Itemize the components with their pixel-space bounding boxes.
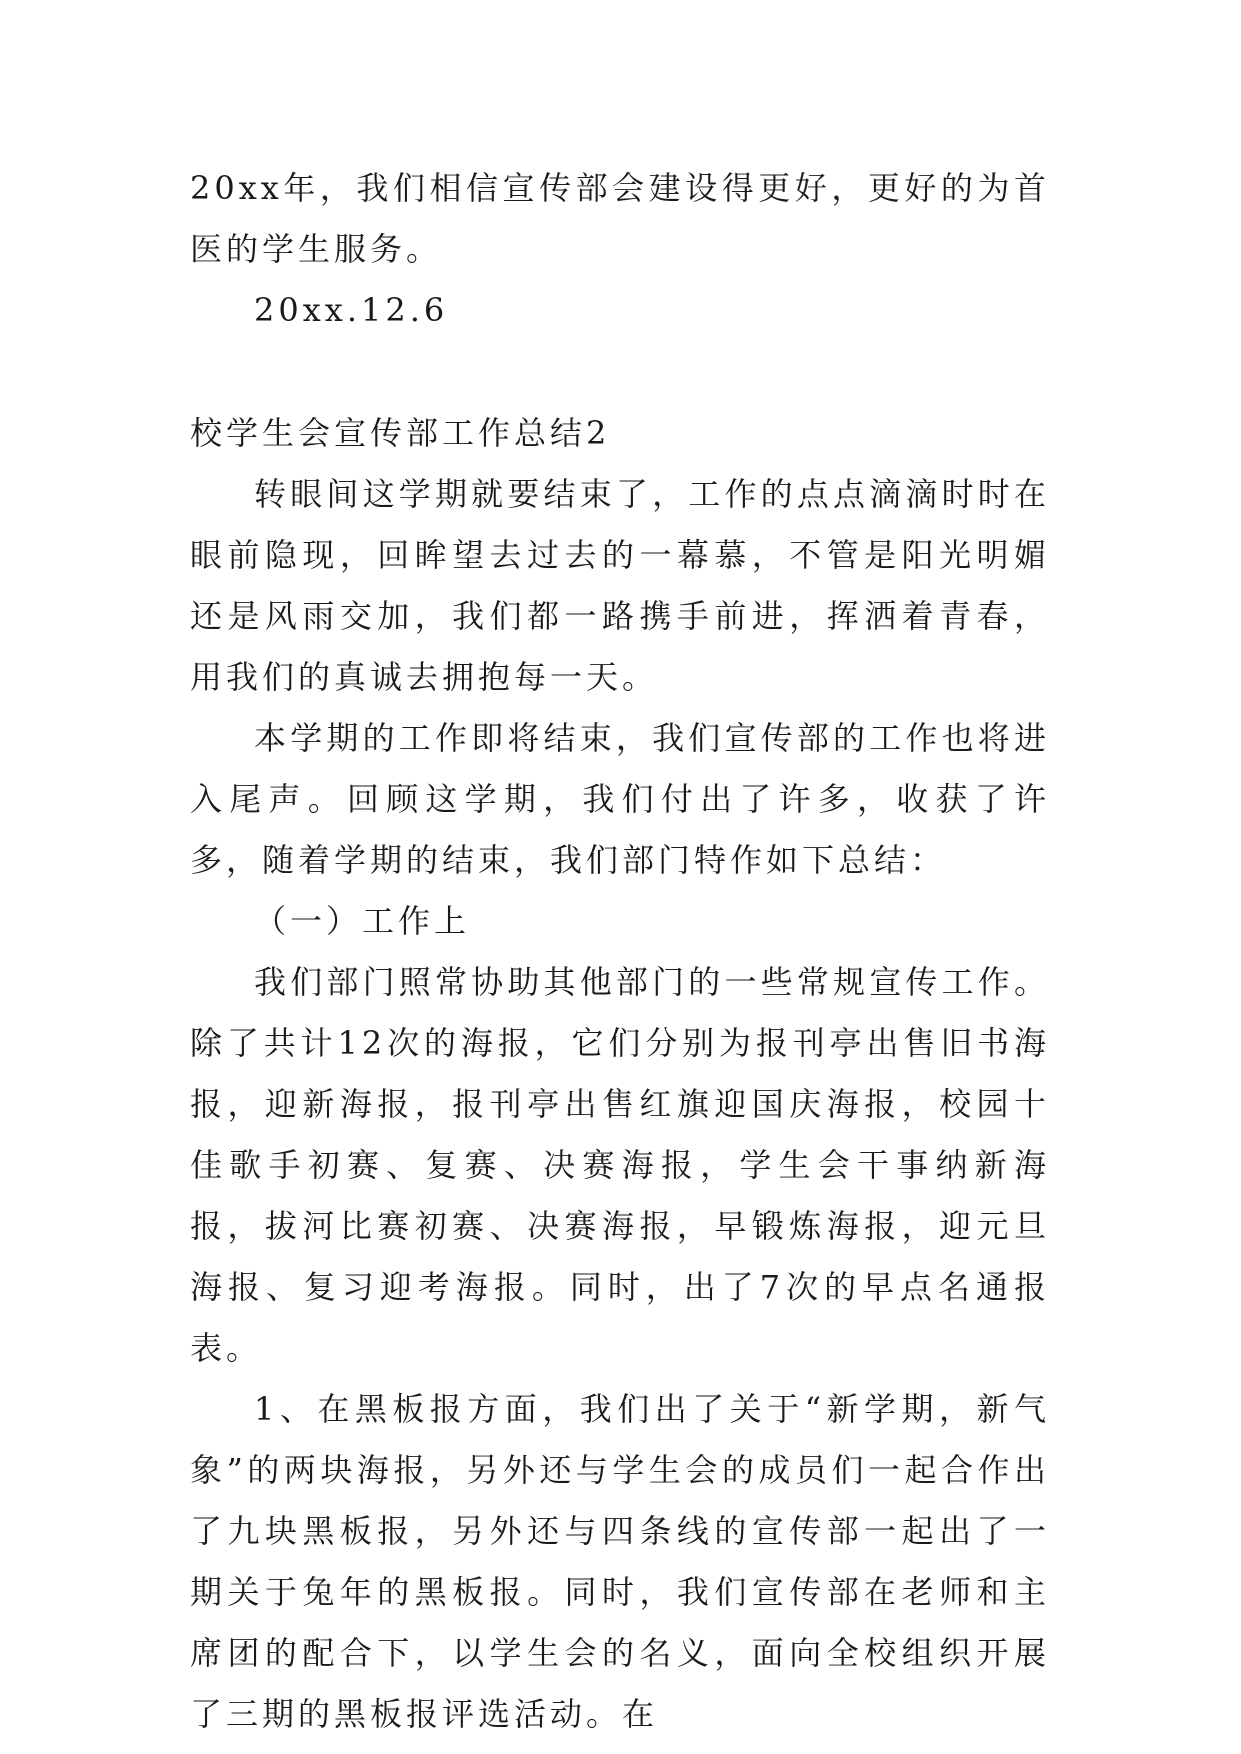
work-paragraph: 1、在黑板报方面，我们出了关于“新学期，新气象”的两块海报，另外还与学生会的成员们一起合作出了九块黑板报，另外还与四条线的宣传部一起出了一期关于兔年的黑板报。同时，我们宣传部在老师和主席团的配合下，以学生会的名义，面向全校组织开展了三期的黑板报评选活动。在 [190,1390,1050,1733]
subheading: （一）工作上 [254,902,471,940]
work-paragraph: 我们部门照常协助其他部门的一些常规宣传工作。除了共计12次的海报，它们分别为报刊亭出售旧书海报，迎新海报，报刊亭出售红旗迎国庆海报，校园十佳歌手初赛、复赛、决赛海报，学生会干事纳新海报，拔河比赛初赛、决赛海报，早锻炼海报，迎元旦海报、复习迎考海报。同时，出了7次的早点名通报表。 [190,963,1050,1367]
body-paragraph: 转眼间这学期就要结束了，工作的点点滴滴时时在眼前隐现，回眸望去过去的一幕慕，不管是阳光明媚还是风雨交加，我们都一路携手前进，挥洒着青春，用我们的真诚去拥抱每一天。 [190,475,1050,696]
section-spacer [190,341,1050,403]
intro-paragraph: 20xx年，我们相信宣传部会建设得更好，更好的为首医的学生服务。 [190,169,1050,268]
document-body [190,158,1050,1745]
document-date: 20xx.12.6 [254,291,449,329]
body-paragraph: 本学期的工作即将结束，我们宣传部的工作也将进入尾声。回顾这学期，我们付出了许多，收获了许多，随着学期的结束，我们部门特作如下总结： [190,719,1050,879]
section-title: 校学生会宣传部工作总结2 [190,414,611,452]
